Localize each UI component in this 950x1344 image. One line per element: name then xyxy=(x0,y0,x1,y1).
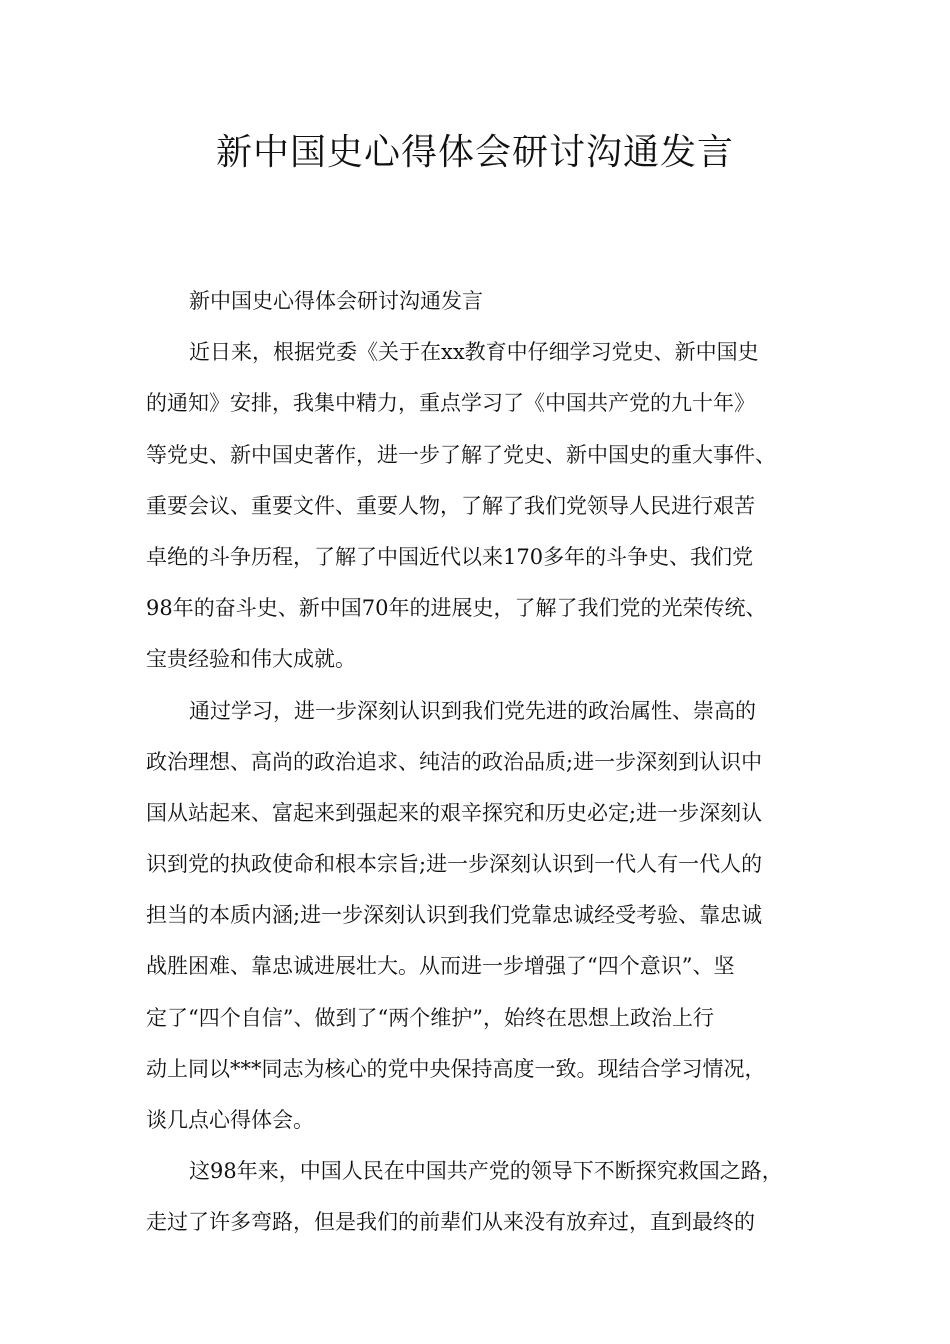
body-line: 走过了许多弯路，但是我们的前辈们从来没有放弃过，直到最终的 xyxy=(146,1210,755,1235)
body-line: 宝贵经验和伟大成就。 xyxy=(146,647,356,672)
body-line: 担当的本质内涵;进一步深刻认识到我们党靠忠诚经受考验、靠忠诚 xyxy=(146,903,763,928)
body-line: 的通知》安排，我集中精力，重点学习了《中国共产党的九十年》 xyxy=(146,391,755,416)
body-line: 战胜困难、靠忠诚进展壮大。从而进一步增强了“四个意识”、坚 xyxy=(146,954,735,979)
body-line: 卓绝的斗争历程，了解了中国近代以来170多年的斗争史、我们党 xyxy=(146,544,754,569)
body-line: 动上同以***同志为核心的党中央保持高度一致。现结合学习情况， xyxy=(146,1056,766,1081)
body-line: 政治理想、高尚的政治追求、纯洁的政治品质;进一步深刻到认识中 xyxy=(146,749,763,774)
body-line: 识到党的执政使命和根本宗旨;进一步深刻认识到一代人有一代人的 xyxy=(146,852,763,877)
body-line: 重要会议、重要文件、重要人物，了解了我们党领导人民进行艰苦 xyxy=(146,493,755,518)
body-line: 通过学习，进一步深刻认识到我们党先进的政治属性、崇高的 xyxy=(189,698,756,723)
body-line: 近日来，根据党委《关于在xx教育中仔细学习党史、新中国史 xyxy=(189,340,759,365)
body-line: 国从站起来、富起来到强起来的艰辛探究和历史必定;进一步深刻认 xyxy=(146,800,763,825)
body-line: 等党史、新中国史著作，进一步了解了党史、新中国史的重大事件、 xyxy=(146,442,776,467)
body-line: 这98年来，中国人民在中国共产党的领导下不断探究救国之路， xyxy=(189,1159,783,1184)
document-body xyxy=(146,279,836,1252)
body-line: 谈几点心得体会。 xyxy=(146,1108,314,1132)
body-line: 98年的奋斗史、新中国70年的进展史，了解了我们党的光荣传统、 xyxy=(146,596,767,621)
body-line: 定了“四个自信”、做到了“两个维护”，始终在思想上政治上行 xyxy=(146,1005,714,1030)
body-line: 新中国史心得体会研讨沟通发言 xyxy=(189,289,483,313)
document-title: 新中国史心得体会研讨沟通发言 xyxy=(215,132,734,173)
